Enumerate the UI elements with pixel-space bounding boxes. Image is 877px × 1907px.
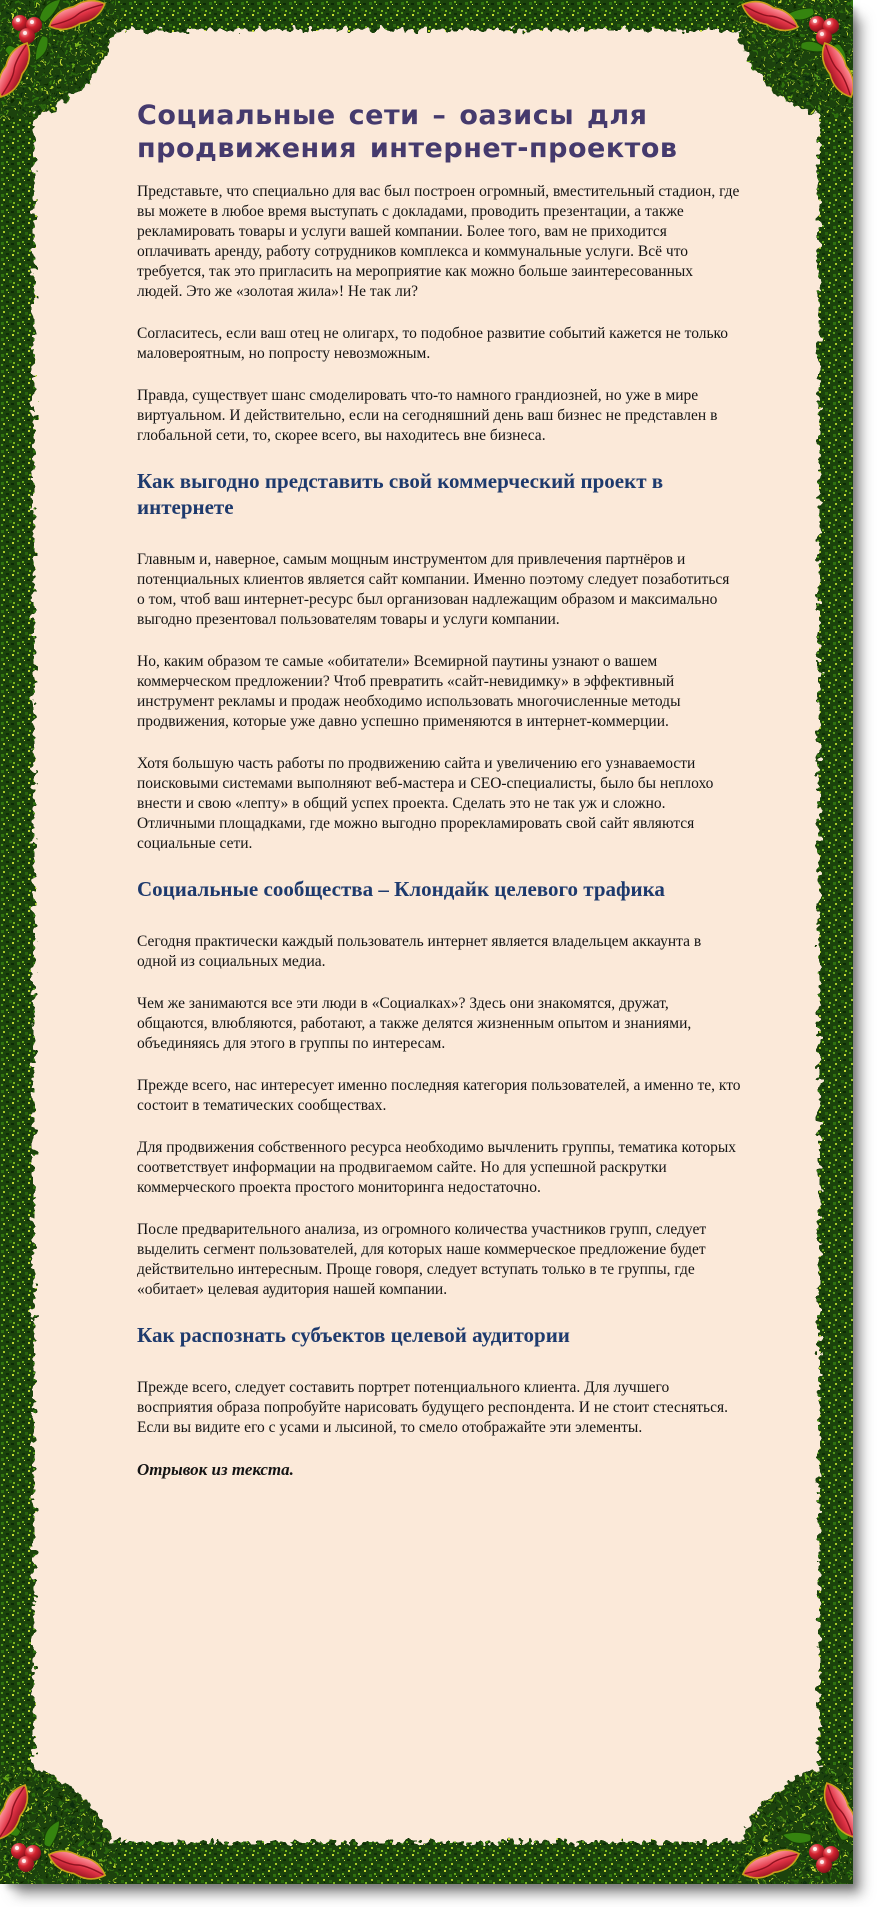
section-heading-social-communities: Социальные сообщества – Клондайк целевого трафика xyxy=(137,876,665,901)
paragraph: Но, каким образом те самые «обитатели» Всемирной паутины узнают о вашем коммерческом предложении? Чтоб превратить «сайт-невидимку» в эффективный инструмент рекламы и продаж необходимо использовать многочисленные методы продвижения, которые уже давно успешно применяются в интернет-коммерции. xyxy=(137,652,681,730)
paragraph: Правда, существует шанс смоделировать что-то намного грандиозней, но уже в мире виртуальном. И действительно, если на сегодняшний день ваш бизнес не представлен в глобальной сети, то, скорее всего, вы находитесь вне бизнеса. xyxy=(137,386,718,444)
paragraph: Сегодня практически каждый пользователь интернет является владельцем аккаунта в одной из социальных медиа. xyxy=(137,932,702,970)
paragraph: Хотя большую часть работы по продвижению сайта и увеличению его узнаваемости поисковыми системами выполняют веб-мастера и СЕО-специалисты, было бы неплохо внести и свою «лепту» в общий успех проекта. Сделать это не так уж и сложно. Отличными площадками, где можно выгодно прорекламировать свой сайт являются социальные сети. xyxy=(137,754,714,852)
paragraph: Согласитесь, если ваш отец не олигарх, то подобное развитие событий кажется не только маловероятным, но попросту невозможным. xyxy=(137,324,729,362)
paragraph: Прежде всего, нас интересует именно последняя категория пользователей, а именно те, кто состоит в тематических сообществах. xyxy=(137,1076,741,1114)
paragraph: Чем же занимаются все эти люди в «Социалках»? Здесь они знакомятся, дружат, общаются, влюбляются, работают, а также делятся жизненным опытом и знаниями, объединяясь для этого в группы по интересам. xyxy=(137,994,692,1052)
paragraph: Прежде всего, следует составить портрет потенциального клиента. Для лучшего восприятия образа попробуйте нарисовать будущего респондента. И не стоит стесняться. Если вы видите его с усами и лысиной, то смело отображайте эти элементы. xyxy=(137,1378,728,1436)
section-heading-commercial-project: Как выгодно представить свой коммерческий проект в интернете xyxy=(137,468,664,519)
paragraph: После предварительного анализа, из огромного количества участников групп, следует выделить сегмент пользователей, для которых наше коммерческое предложение будет действительно интересным. Проще говоря, следует вступать только в те группы, где «обитает» целевая аудитория нашей компании. xyxy=(137,1220,707,1298)
excerpt-note: Отрывок из текста. xyxy=(137,1459,294,1479)
article-title: Социальные сети – оазисы для продвижения интернет-проектов xyxy=(137,100,678,164)
article-content xyxy=(137,100,741,1480)
paragraph: Для продвижения собственного ресурса необходимо вычленить группы, тематика которых соответствует информации на продвигаемом сайте. Но для успешной раскрутки коммерческого проекта простого мониторинга недостаточно. xyxy=(137,1138,736,1196)
paragraph: Представьте, что специально для вас был построен огромный, вместительный стадион, где вы можете в любое время выступать с докладами, проводить презентации, а также рекламировать товары и услуги вашей компании. Более того, вам не приходится оплачивать аренду, работу сотрудников комплекса и коммунальные услуги. Всё что требуется, так это пригласить на мероприятие как можно больше заинтересованных людей. Это же «золотая жила»! Не так ли? xyxy=(137,182,740,300)
paragraph: Главным и, наверное, самым мощным инструментом для привлечения партнёров и потенциальных клиентов является сайт компании. Именно поэтому следует позаботиться о том, чтоб ваш интернет-ресурс был организован надлежащим образом и максимально выгодно презентовал пользователям товары и услуги компании. xyxy=(137,550,730,628)
section-heading-target-audience: Как распознать субъектов целевой аудитории xyxy=(137,1322,570,1347)
